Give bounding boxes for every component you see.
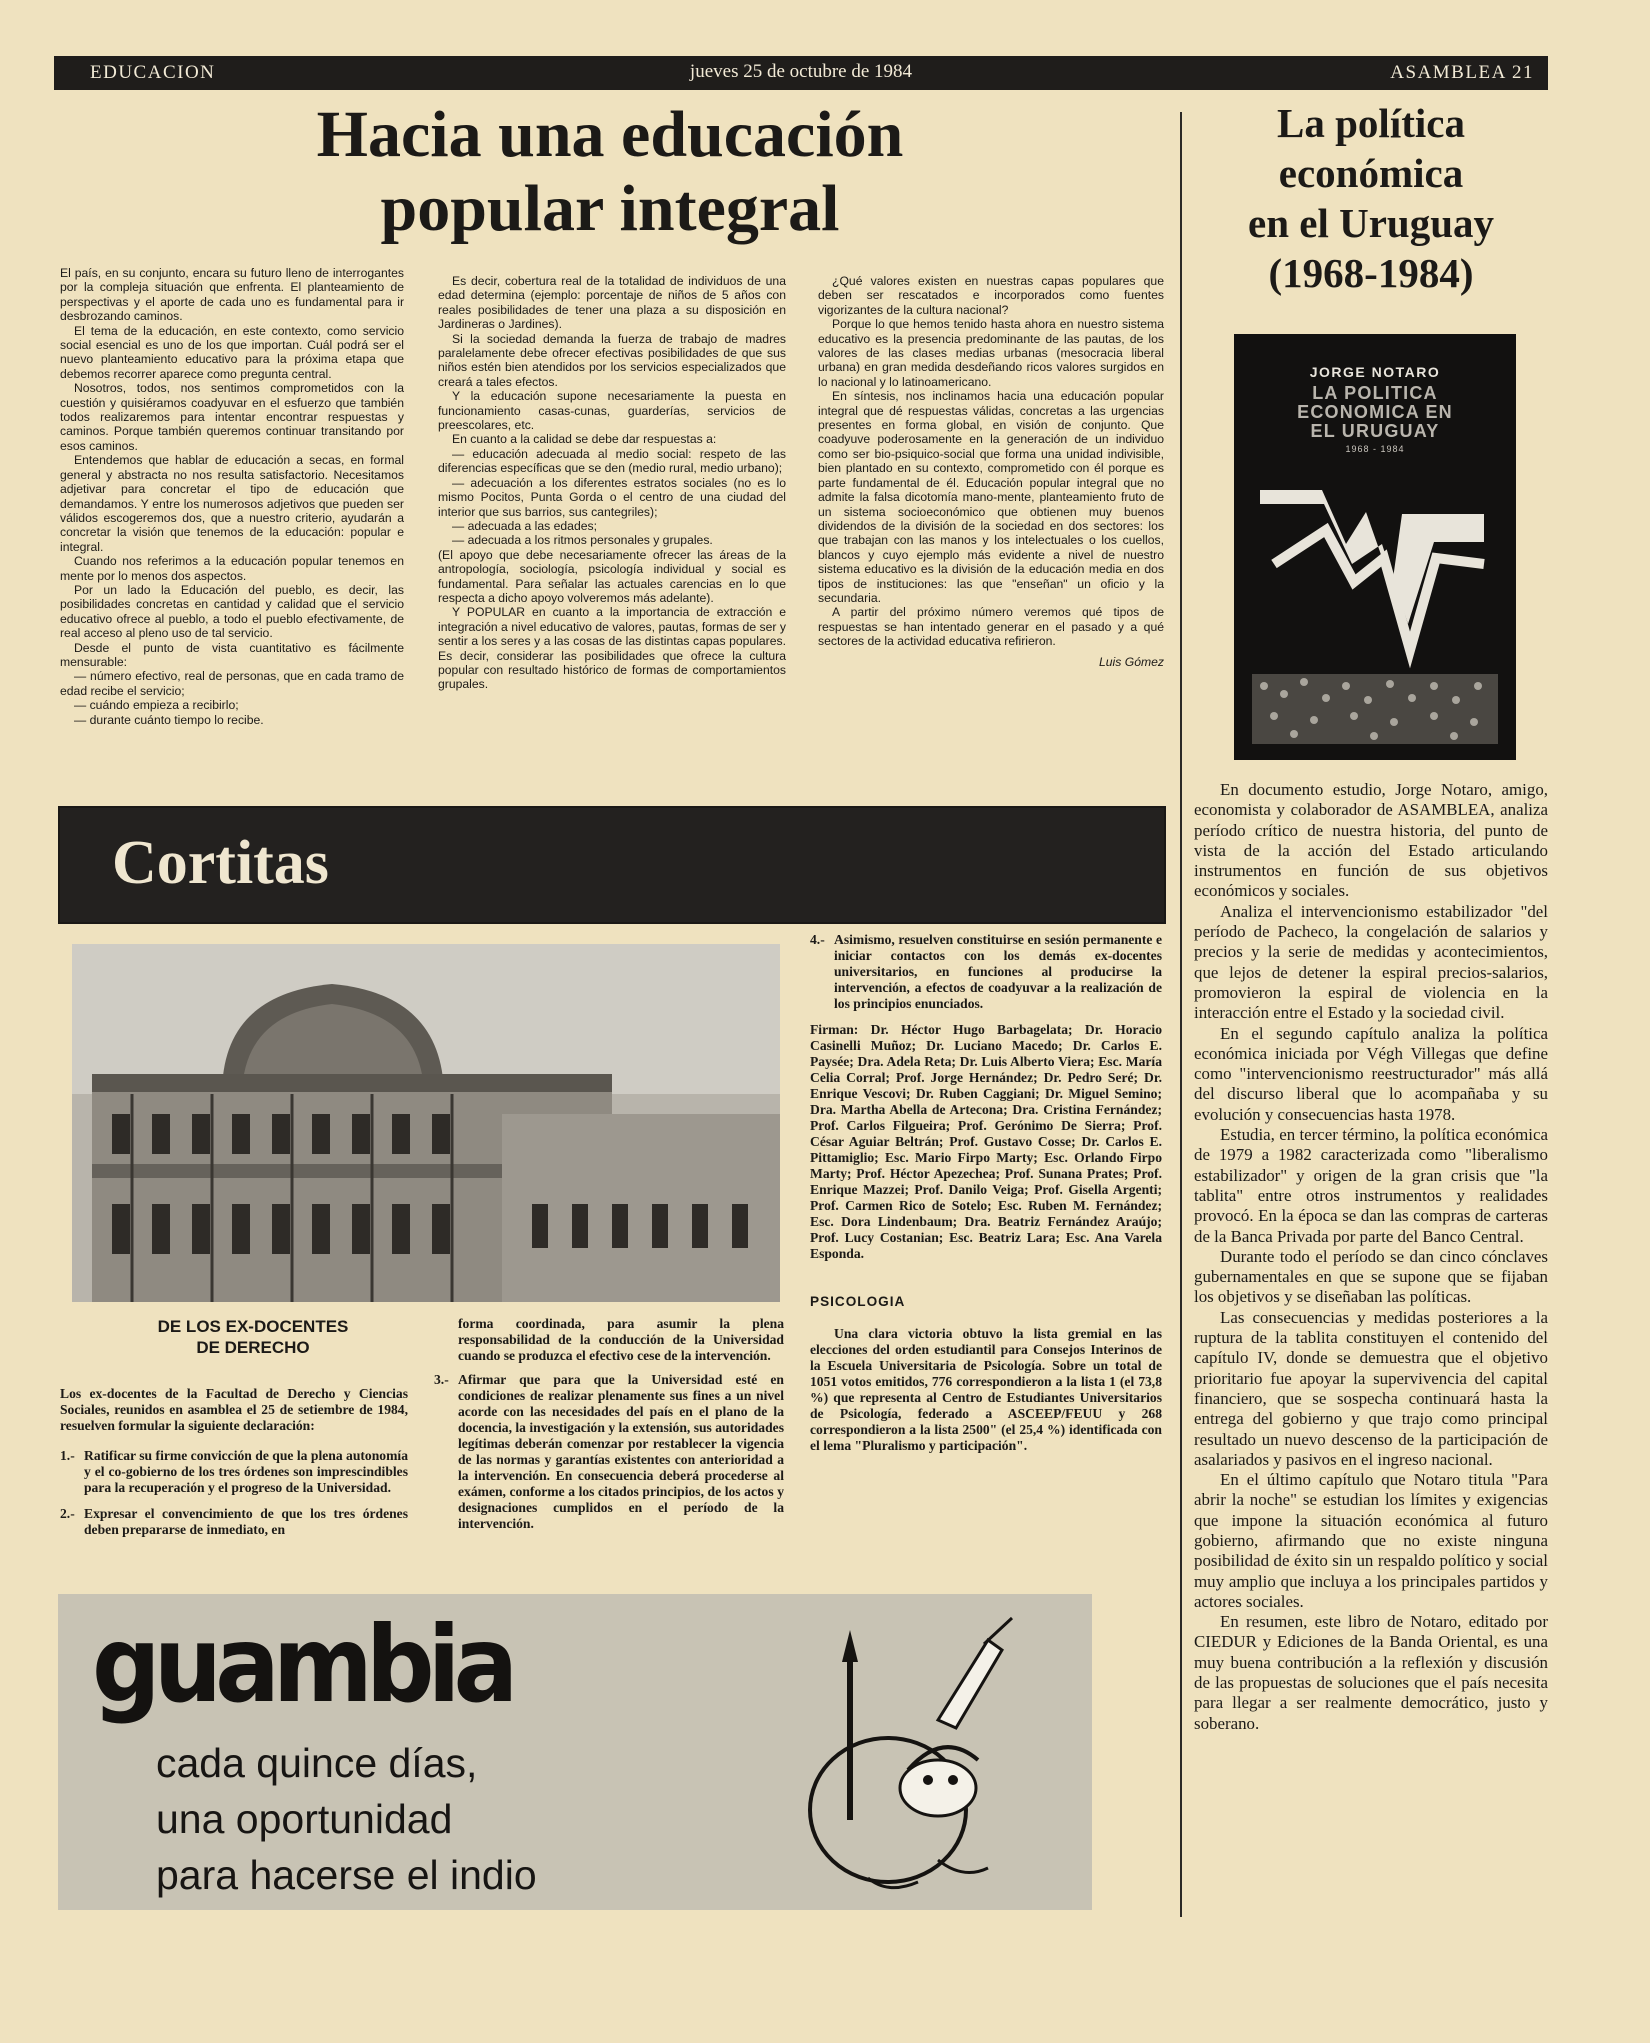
guambia-logo: guambia: [92, 1602, 512, 1727]
item-text: Expresar el convencimiento de que los tres órdenes deben prepararse de inmediato, en: [84, 1506, 408, 1537]
article-column-2: [438, 274, 786, 692]
paragraph: En cuanto a la calidad se debe dar respuestas a:: [452, 432, 717, 447]
paragraph: ¿Qué valores existen en nuestras capas populares que deben ser rescatados e incorporados como fuentes vigorizantes de la cultura nacional?: [818, 274, 1164, 317]
paragraph: Si la sociedad demanda la fuerza de trabajo de madres paralelamente debe ofrecer efectivas posibilidades de que sus niños estén bien atendidos por los servicios especializados que creará a tales efectos.: [438, 331, 786, 389]
item-text: Ratificar su firme convicción de que la plena autonomía y el co-gobierno de los tres órdenes son imprescindibles para la recuperación y el progreso de la Universidad.: [84, 1448, 408, 1495]
article-column-3: [818, 274, 1164, 669]
paragraph: Porque lo que hemos tenido hasta ahora en nuestro sistema educativo es la presencia predominante de las pautas, de los valores de las clases medias urbanas (mesocracia liberal urbana) en gran medida desdeñando ricos valores surgidos en lo nacional y lo latinoamericano.: [818, 317, 1164, 389]
signatories-list: Firman: Dr. Héctor Hugo Barbagelata; Dr. Horacio Casinelli Muñoz; Dr. Luciano Macedo; Dr. Carlos E. Paysée; Dra. Adela Reta; Dr. Luis Alberto Viera; Esc. María Celia Corral; Prof. Jorge Hernández; Dr. Pedro Seré; Dr. Enrique Vescovi; Dr. Ruben Caggiani; Dr. Miguel Semino; Dra. Martha Abella de Artecona; Dra. Cristina Fernández; Prof. Carlos Filgueira; Prof. Gerónimo De Sierra; Prof. César Aguiar Beltrán; Prof. Gustavo Cosse; Dr. Carlos E. Pittamiglio; Esc. Mario Firpo Marty; Esc. Orlando Firpo Marty; Prof. Héctor Apezechea; Prof. Sunana Prates; Prof. Enrique Mazzei; Prof. Danilo Veiga; Prof. Gisella Argenti; Prof. Carmen Rico de Sotelo; Esc. Ruben M. Fernández; Esc. Dora Lindenbaum; Dra. Beatriz Fernández Araújo; Prof. Lucy Costanian; Esc. Beatriz Lara; Esc. Ana Varela Esponda.: [810, 1022, 1162, 1261]
paragraph: Entendemos que hablar de educación a secas, en formal general y abstracta no nos resulta satisfactorio. Necesitamos adjetivar para concretar el tipo de educación que demandamos. Y entre los numerosos adjetivos que pueden ser válidos escogeremos dos, que a nuestro criterio, ayudarán a concretar la visión que tenemos de la educación: popular e integral.: [60, 453, 404, 554]
item-number: 3.-: [434, 1372, 449, 1387]
paragraph: En documento estudio, Jorge Notaro, amigo, economista y colaborador de ASAMBLEA, analiza período crítico de nuestra historia, del punto de vista de la acción del Estado articulando instrumentos en función de sus objetivos económicos y sociales.: [1194, 780, 1548, 901]
item-text: Asimismo, resuelven constituirse en sesión permanente e iniciar contactos con los demás ex-docentes universitarios, en funciones al producirse la intervención, a efectos de coadyuvar a la realización de los principios enunciados.: [834, 932, 1162, 1011]
paragraph: El país, en su conjunto, encara su futuro lleno de interrogantes por la compleja situación que enfrenta. El planteamiento de perspectivas y el aporte de cada uno es fundamental para ir desbrozando caminos.: [60, 266, 404, 324]
paragraph: Desde el punto de vista cuantitativo es fácilmente mensurable:: [60, 640, 404, 669]
cortitas-column-1: [60, 1386, 408, 1538]
paragraph: Y la educación supone necesariamente la puesta en funcionamiento casas-cunas, guarderías, servicios de preescolares, etc.: [438, 389, 786, 433]
side-article-body: [1194, 780, 1548, 1734]
ad-line-1: cada quince días,: [156, 1740, 478, 1786]
paragraph: Nosotros, todos, nos sentimos comprometidos con la cuestión y quisiéramos coadyuvar en el esfuerzo que también todos realizaremos para intentar encontrar respuestas y caminos. Porque también queremos continuar transitando por esos caminos.: [60, 381, 404, 453]
list-item: — adecuada a los ritmos personales y grupales.: [452, 533, 713, 548]
list-item: — número efectivo, real de personas, que en cada tramo de edad recibe el servicio;: [60, 669, 404, 698]
cortitas-column-3: [810, 932, 1162, 1462]
book-author: JORGE NOTARO: [1309, 364, 1441, 380]
declaration-item-1: [60, 1448, 408, 1496]
book-cover-image: [1234, 334, 1516, 760]
item-number: 2.-: [60, 1506, 75, 1521]
ad-line-2: una oportunidad: [156, 1796, 453, 1842]
subhead-line-1: DE LOS EX-DOCENTES: [157, 1317, 349, 1336]
cortitas-banner: [58, 806, 1166, 924]
paragraph: En resumen, este libro de Notaro, editado por CIEDUR y Ediciones de la Banda Oriental, es una muy buena contribución a la reflexión y discusión de las propuestas de soluciones que el país necesita para llegar a ser realmente democrático, justo y soberano.: [1194, 1612, 1548, 1733]
book-title-line-2: ECONOMICA EN: [1297, 402, 1453, 422]
item-2-continuation: forma coordinada, para asumir la plena responsabilidad de la conducción de la Universidad cuando se produzca el efectivo cese de la intervención.: [458, 1316, 784, 1363]
book-cover-graphic: [1234, 454, 1516, 760]
item-number: 1.-: [60, 1448, 75, 1463]
paragraph: En el último capítulo que Notaro titula "Para abrir la noche" se estudian los límites y exigencias que impone la situación económica al futuro gobierno, afirmando que no existe ninguna posibilidad de éxito sin un respaldo político y social muy amplio que incluya a los principales partidos y actores sociales.: [1194, 1470, 1548, 1611]
article-column-1: [60, 266, 404, 727]
list-item: — cuándo empieza a recibirlo;: [74, 698, 239, 713]
list-item: — educación adecuada al medio social: respeto de las diferencias específicas que se den (medio rural, medio urbano);: [438, 446, 786, 476]
book-years: 1968 - 1984: [1345, 444, 1405, 454]
main-headline: [140, 98, 1080, 246]
university-building-photo: [72, 944, 780, 1302]
paragraph: Estudia, en tercer término, la política económica de 1979 a 1982 caracterizada como "liberalismo estabilizador" y origen de la gran crisis que "la tablita" entre otros instrumentos y realidades provocó. En la época se dan las compras de carteras de la Banca Privada por parte del Banco Central.: [1194, 1125, 1548, 1246]
paragraph: Analiza el intervencionismo estabilizador "del período de Pacheco, la congelación de salarios y precios y la serie de medidas y acontecimientos, que lejos de detener la espiral precios-salarios, promovieron la espiral de violencia en la interacción entre el Estado y la sociedad civil.: [1194, 901, 1548, 1023]
item-number: 4.-: [810, 932, 825, 947]
section-label: EDUCACION: [90, 62, 216, 83]
psicologia-heading: PSICOLOGIA: [810, 1294, 906, 1309]
side-title-line-3: en el Uruguay: [1248, 200, 1494, 246]
declaration-item-2: [60, 1506, 408, 1538]
author-signature: Luis Gómez: [1098, 654, 1164, 669]
book-title: [1234, 384, 1516, 441]
cortitas-subhead: [88, 1316, 418, 1358]
subhead-line-2: DE DERECHO: [196, 1338, 310, 1357]
column-divider: [1180, 112, 1182, 1917]
cortitas-intro: Los ex-docentes de la Facultad de Derecho y Ciencias Sociales, reunidos en asamblea el 25 de setiembre de 1984, resuelven formular la siguiente declaración:: [60, 1386, 408, 1433]
indio-mascot-illustration: [788, 1610, 1028, 1900]
side-title-line-1: La política: [1277, 100, 1465, 146]
paragraph: Por un lado la Educación del pueblo, es decir, las posibilidades concretas en cantidad y calidad que el servicio educativo ofrece al pueblo, a todo el pueblo efectivamente, de real acceso al pleno uso de tal servicio.: [60, 582, 404, 641]
paragraph: El tema de la educación, en este contexto, como servicio social esencial es uno de los que importan. Cuál podrá ser el nuevo planteamiento educativo para la próxima etapa que debemos recorrer aparece como pregunta central.: [60, 323, 404, 381]
declaration-item-3: [434, 1372, 784, 1532]
side-article-title: [1196, 98, 1546, 298]
paragraph: En síntesis, nos inclinamos hacia una educación popular integral que dé respuestas válidas, concretas a las urgencias presentes en forma global, en visión de conjunto. Que coadyuve poderosamente en la generación de un individuo como ser bio-psiquico-social que forma una unidad indivisible, bien plantado en su contexto, comprometido con él porque es parte fundamental de él. Educación popular integral que no admite la falsa dicotomía mano-mente, planteamiento fruto de un sistema socioeconómico que obtienen muy buenos dividendos de la división de la sociedad en dos sectores: los que trabajan con las manos y los intelectuales o los cuellos, blancos y cuyo ejemplo más evidente a nivel de nuestro sistema educativo es la división de la educación media en dos tipos de instituciones: las que "enseñan" un oficio y la secundaria.: [818, 389, 1164, 605]
list-item: — adecuada a las edades;: [452, 518, 598, 533]
paragraph: (El apoyo que debe necesariamente ofrecer las áreas de la antropología, sociología, psicología individual y social es fundamental. Para señalar las actuales carencias en lo que respecta a dicho apoyo volveremos más adelante).: [438, 547, 786, 605]
item-text: Afirmar que para que la Universidad esté en condiciones de realizar plenamente sus fines a un nivel acorde con las necesidades del país en el plano de la docencia, la investigación y la extensión, sus autoridades legítimas deberán comenzar por restablecer la vigencia de las normas y garantías existentes con anterioridad a la intervención. En consecuencia deberá procederse al exámen, conforme a los citados principios, de los actos y designaciones cumplidos en el período de la intervención.: [458, 1372, 784, 1531]
guambia-advertisement: [58, 1594, 1092, 1910]
publication-page: ASAMBLEA 21: [1390, 62, 1534, 83]
issue-date: jueves 25 de octubre de 1984: [689, 61, 913, 82]
declaration-item-4: [810, 932, 1162, 1012]
book-title-line-3: EL URUGUAY: [1310, 421, 1440, 441]
cortitas-title: Cortitas: [112, 829, 329, 897]
headline-line-1: Hacia una educación: [316, 98, 904, 171]
page-header-bar: [54, 56, 1548, 90]
ad-line-3: para hacerse el indio: [156, 1852, 537, 1898]
headline-line-2: popular integral: [380, 172, 840, 245]
list-item: — durante cuánto tiempo lo recibe.: [74, 712, 264, 727]
paragraph: En el segundo capítulo analiza la política económica iniciada por Végh Villegas que define como "intervencionismo reestructurador" más allá del discurso liberal que lo acompañaba y su evolución y consecuencias hasta 1978.: [1194, 1023, 1548, 1124]
side-title-line-2: económica: [1278, 150, 1464, 196]
side-title-line-4: (1968-1984): [1268, 250, 1474, 296]
paragraph: Y POPULAR en cuanto a la importancia de extracción e integración a nivel educativo de valores, pautas, formas de ser y sentir a los seres y a las cosas de las distintas capas populares. Es decir, considerar las posibilidades que ofrece la cultura popular con resultado histórico de formas de comportamientos grupales.: [438, 605, 786, 692]
list-item: — adecuación a los diferentes estratos sociales (no es lo mismo Pocitos, Punta Gorda o el centro de una ciudad del interior que sus barrios, sus cantegriles);: [438, 475, 786, 519]
psicologia-text: Una clara victoria obtuvo la lista gremial en las elecciones del orden estudiantil para Consejos Interinos de la Escuela Universitaria de Psicología. Sobre un total de 1051 votos emitidos, 776 correspondieron a la lista 1 (el 73,8 %) que representa al Centro de Estudiantes Universitarios de Psicología, federado a ASCEEP/FEUU y 268 correspondieron a la lista 2500" (el 25,4 %) identificada con el lema "Pluralismo y participación".: [810, 1326, 1162, 1453]
book-title-line-1: LA POLITICA: [1312, 383, 1438, 403]
paragraph: A partir del próximo número veremos qué tipos de respuestas se han intentado generar en el pasado y a qué sectores de la actividad educativa refirieron.: [818, 605, 1164, 649]
cortitas-column-2: [434, 1316, 784, 1532]
paragraph: Cuando nos referimos a la educación popular tenemos en mente por lo menos dos aspectos.: [60, 554, 404, 583]
paragraph: Durante todo el período se dan cinco cónclaves gubernamentales en que se supone que se fijaban los objetivos y se diseñaban las políticas.: [1194, 1246, 1548, 1307]
paragraph: Las consecuencias y medidas posteriores a la ruptura de la tablita constituyen el contenido del capítulo IV, donde se demuestra que el objetivo prioritario fue apoyar la supervivencia del capital financiero, que se sospecha continuará hasta la entrega del gobierno y que trajo como principal resultado un nuevo descenso de la participación de asalariados y pasivos en el ingreso nacional.: [1194, 1307, 1548, 1469]
paragraph: Es decir, cobertura real de la totalidad de individuos de una edad determina (ejemplo: porcentaje de niños de 5 años con reales posibilidades de tener una plaza a su disposición en Jardineras o Jardines).: [438, 274, 786, 332]
